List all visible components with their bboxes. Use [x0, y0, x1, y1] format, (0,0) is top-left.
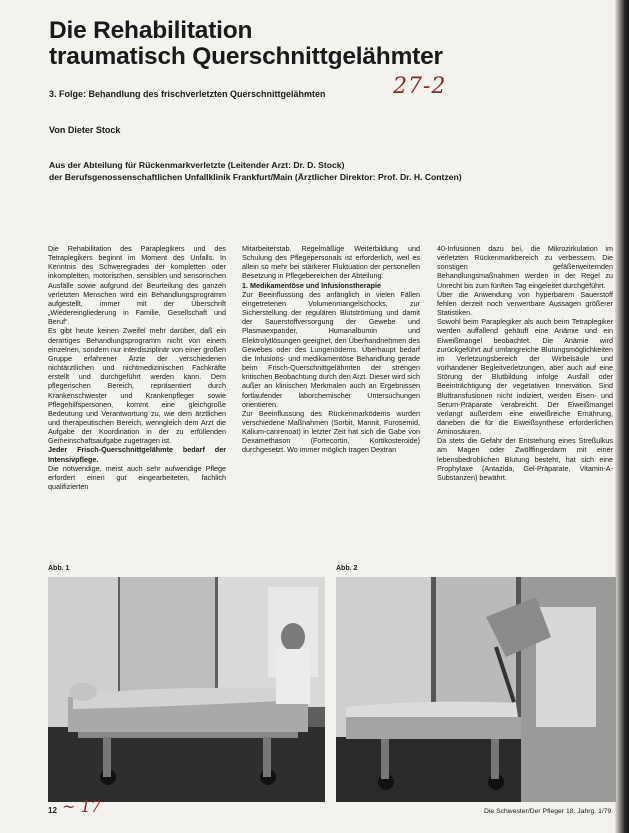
figure-1-label: Abb. 1: [48, 565, 70, 572]
title-line-1: Die Rehabilitation: [49, 17, 253, 44]
paragraph: 40-Infusionen dazu bei, die Mikrozirkulation im verletzten Rückenmarkbereich zu verbessern. Die sonstigen gefäßerweiternden Behandlungsmaßnahmen werden in der Regel zu Unrecht bis zum fünften Tag eingeleitet durchgeführt.: [437, 244, 613, 290]
affiliation-line-1: Aus der Abteilung für Rückenmarkverletzte (Leitender Arzt: Dr. D. Stock): [49, 160, 345, 170]
paragraph: Sowohl beim Paraplegiker als auch beim Tetraplegiker werden auffallend gehäuft eine Anämie und ein Eiweißmangel beobachtet. Die Anämie wird zurückgeführt auf umfangreiche Blutungsmöglichkeiten im Verletzungsbereich der Wirbelsäule und vorhandener Begleitverletzungen, aber auch auf eine Störung der Blutbildung infolge Ausfall oder Beeinträchtigung der vegetativen Innervation. Sind Bluttransfusionen nicht indiziert, werden Eisen- und Serum-Präparate verabreicht. Der Eiweißmangel verlangt außerdem eine eiweißreiche Ernährung, daneben die für die Eiweißsynthese erforderlichen Aminosäuren.: [437, 317, 613, 437]
handwritten-page-mark: ~ 17: [62, 797, 101, 816]
figure-1-photo: [48, 577, 325, 802]
paragraph: Über die Anwendung von hyperbarem Sauerstoff fehlen derzeit noch verwertbare Aussagen größerer Statistiken.: [437, 289, 613, 318]
title-line-2: traumatisch Querschnittgelähmter: [49, 43, 443, 70]
journal-footer: Die Schwester/Der Pfleger 18. Jahrg. 1/79: [484, 808, 612, 815]
paragraph: 1. Medikamentöse und Infusionstherapie: [242, 280, 381, 290]
paragraph: Zur Beeinflussung des anfänglich in vielen Fällen eingetretenen Volumenmangelschocks, zur Sicherstellung der regulären Blutströmung und damit der Sauerstoffversorgung der Gewebe und Plasmaexpander, Humanalbumin und Elektrolytlösungen geeignet, den Überhandnehmen des Gewebes oder des Lungenödems. Überhaupt bedarf die Infusions- und medikamentöse Behandlung gerade beim Frisch-Querschnittgelähmten der strengen kritischen Beobachtung durch den Arzt. Dieser wird sich außer an klinischen Merkmalen auch an Ergebnissen fortlaufender laborchemischer Untersuchungen orientieren.: [242, 289, 420, 409]
paragraph: Mitarbeiterstab. Regelmäßige Weiterbildung und Schulung des Pflegepersonals ist erforderlich, weil es allein so mehr bei stärkerer Fluktuation der personellen Besetzung in Pflegebereichen der Abteilung.: [242, 244, 420, 281]
paragraph: Jeder Frisch-Querschnittgelähmte bedarf der Intensivpflege.: [48, 445, 226, 464]
handwritten-note: 27-2: [393, 74, 447, 99]
author-line: Von Dieter Stock: [49, 125, 121, 135]
paragraph: Die notwendige, meist auch sehr aufwendige Pflege erfordert einen gut eingearbeiteten, fachlich qualifizierten: [48, 463, 226, 492]
page-number: 12: [48, 806, 57, 815]
figure-1-photo-image: [48, 577, 325, 802]
affiliation-line-2: der Berufsgenossenschaftlichen Unfallklinik Frankfurt/Main (Ärztlicher Direktor: Prof. Dr. H. Contzen): [49, 172, 462, 182]
text-column-3: [437, 244, 613, 482]
text-column-2: [242, 244, 420, 455]
paragraph: Die Rehabilitation des Paraplegikers und des Tetraplegikers beginnt im Moment des Unfalls. In Kenntnis des Schweregrades der kompletten oder inkompletten, motorischen, sensiblen und sensorischen Ausfälle sowie aufgrund der Beurteilung des ganzen verletzten Menschen wird ein Behandlungsprogramm aufgestellt, immer mit der Überschrift „Wiedereingliederung in Familie, Gesellschaft und Beruf“.: [48, 244, 226, 327]
page-edge-shadow: [615, 0, 629, 833]
figure-2-photo: [336, 577, 616, 802]
affiliation: [49, 159, 462, 183]
paragraph: Da stets die Gefahr der Entstehung eines Streßulkus am Magen oder Zwölffingerdarm mit einer lebensbedrohlichen Blutung besteht, hat sich eine Prophylaxe (Antazida, Gel-Präparate, Vitamin-A-Substanzen) bewährt.: [437, 436, 613, 482]
figure-2-photo-image: [336, 577, 616, 802]
text-column-1: [48, 244, 226, 491]
figure-2-label: Abb. 2: [336, 565, 358, 572]
article-subtitle: 3. Folge: Behandlung des frischverletzten Querschnittgelähmten: [49, 89, 326, 99]
article-title: [49, 18, 569, 70]
paragraph: Es gibt heute keinen Zweifel mehr darüber, daß ein derartiges Behandlungsprogramm nicht von einem einzelnen, sondern nur interdisziplinär von einer großen Gruppe erfahrener Ärzte der verschiedenen nichtärztlichen und nichtmedizinischen Fachkräfte erstellt und durchgeführt werden kann. Dem pflegerischen Bereich, repräsentiert durch Krankenschwester und Krankenpfleger sowie Pflegehilfspersonen, kommt eine gleichgroße Bedeutung und Verantwortung zu, wie dem ärztlichen und therapeutischen Bereich, wenngleich dem Arzt die Aufgabe der Koordination in der zu erfüllenden Gemeinschaftsaufgabe zugetragen ist.: [48, 326, 226, 446]
paragraph: Zur Beeinflussung des Rückenmarködems wurden verschiedene Maßnahmen (Sorbit, Mannit, Furosemid, Kalium-canrenoat) in letzter Zeit hat sich die Gabe von Dexamethason (Fortecortin, Kortikosteroide) durchgesetzt. Wo immer möglich tragen Dextran: [242, 408, 420, 455]
